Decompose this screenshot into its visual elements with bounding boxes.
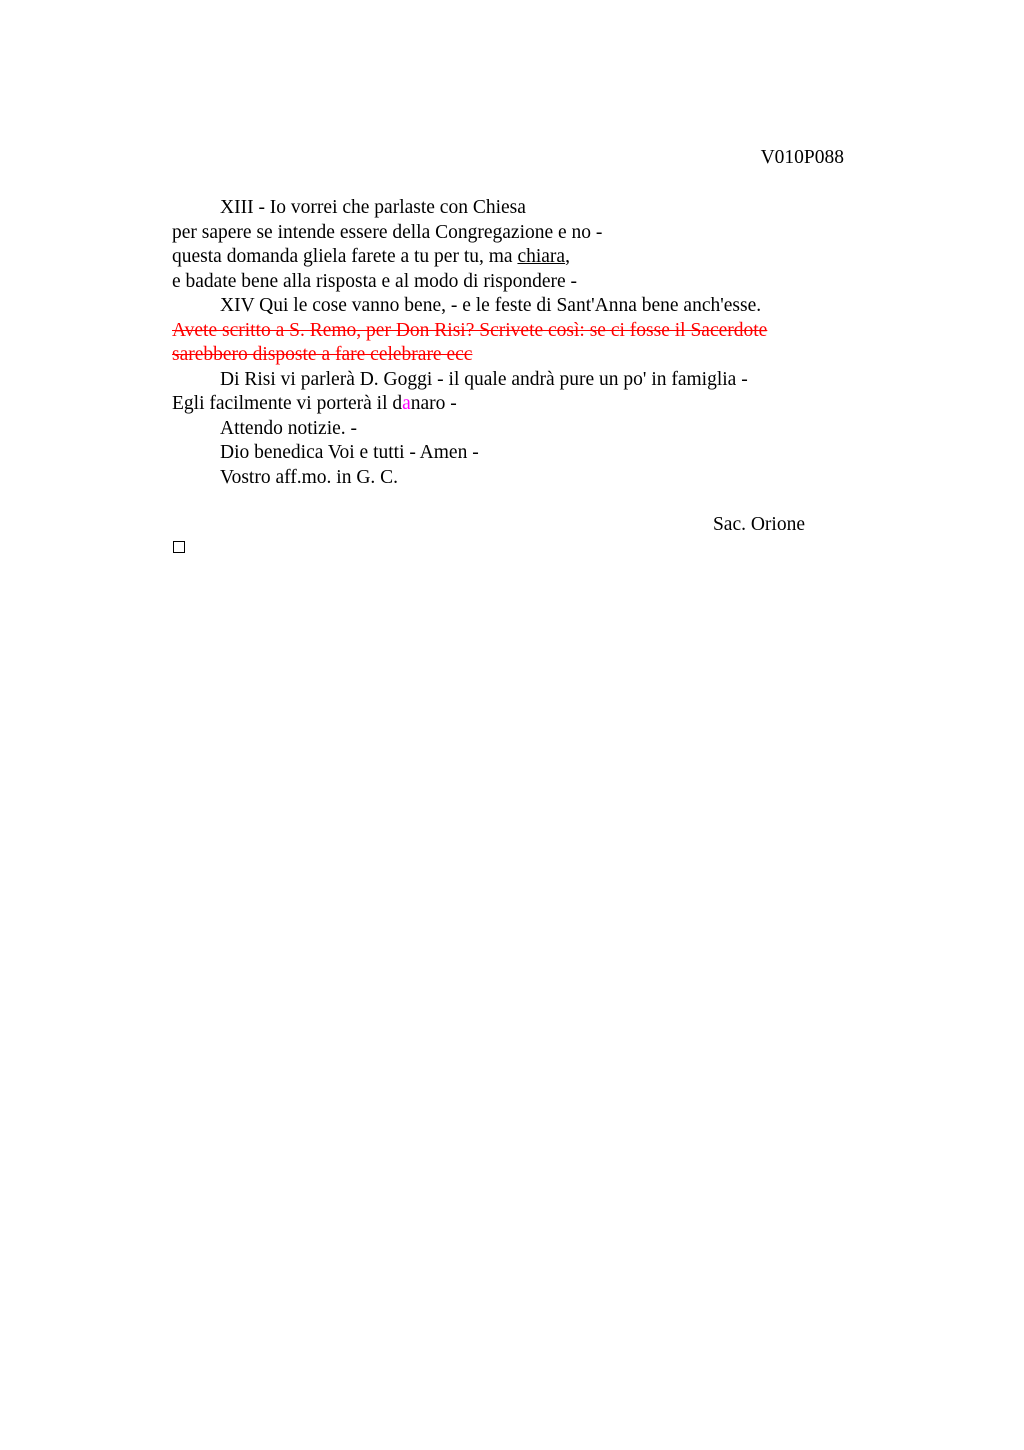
line-3-text-after: ,	[565, 246, 570, 267]
closing-line-3: Vostro aff.mo. in G. C.	[220, 466, 399, 488]
underlined-word: chiara	[517, 246, 566, 267]
document-id: V010P088	[760, 147, 844, 168]
empty-square-icon	[173, 541, 185, 553]
line-9-text-after: naro -	[410, 393, 457, 414]
signature: Sac. Orione	[712, 514, 805, 535]
closing-line-1: Attendo notizie. -	[220, 417, 358, 439]
paragraph-xiii-line-3	[172, 245, 822, 270]
paragraph-xiii-line-4: e badate bene alla risposta e al modo di rispondere -	[172, 270, 578, 292]
paragraph-risi-line-2	[172, 392, 822, 417]
closing-line-2: Dio benedica Voi e tutti - Amen -	[220, 442, 479, 463]
line-9-text-before: Egli facilmente vi porterà il d	[172, 393, 403, 414]
paragraph-risi-line-1: Di Risi vi parlerà D. Goggi - il quale andrà pure un po' in famiglia -	[220, 368, 748, 390]
letter-body	[172, 196, 822, 490]
paragraph-xiv-line-1: XIV Qui le cose vanno bene, - e le feste di Sant'Anna bene anch'esse.	[220, 295, 762, 316]
deleted-text-line-2: sarebbero disposte a fare celebrare ecc	[172, 344, 473, 365]
paragraph-xiii-line-2: per sapere se intende essere della Congregazione e no -	[172, 221, 603, 243]
paragraph-xiii-line-1: XIII - Io vorrei che parlaste con Chiesa	[220, 197, 526, 218]
highlighted-character: a	[402, 393, 411, 414]
deleted-text-line-1: Avete scritto a S. Remo, per Don Risi? Scrivete così: se ci fosse il Sacerdote	[172, 319, 768, 341]
line-3-text-before: questa domanda gliela farete a tu per tu, ma	[172, 246, 518, 267]
